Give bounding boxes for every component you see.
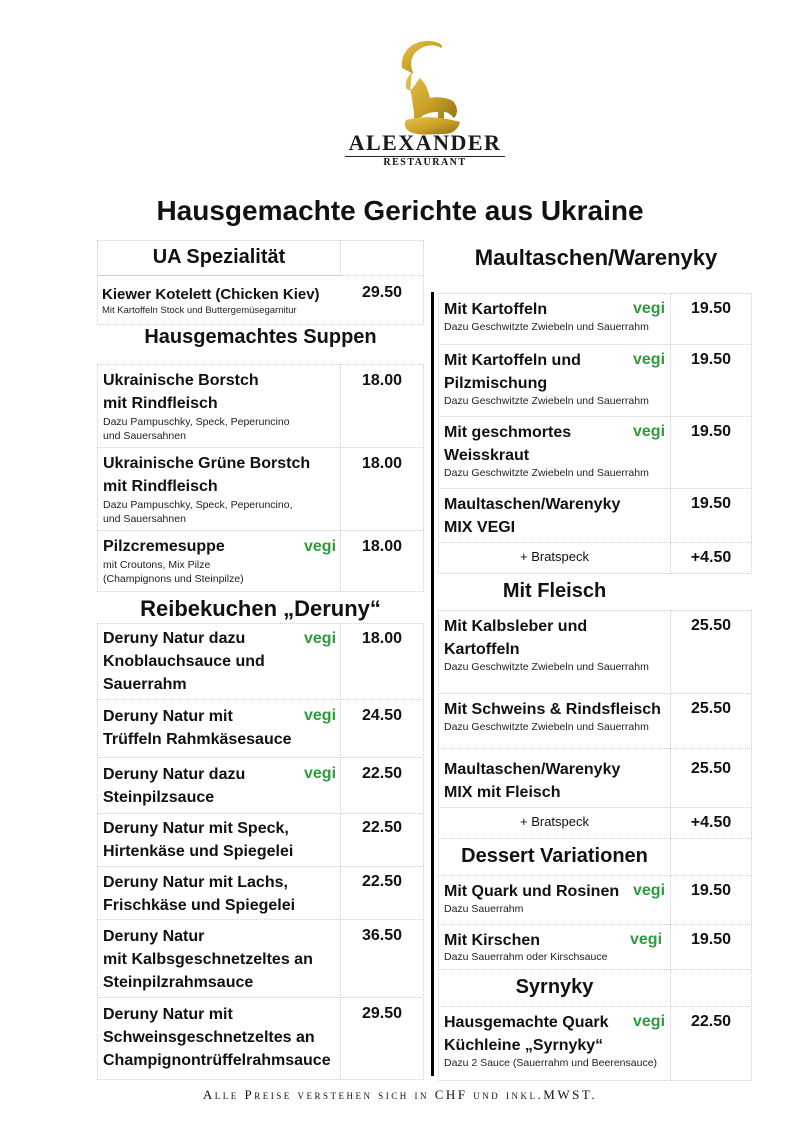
- grid-cell: [670, 838, 752, 876]
- item-desc: Dazu Sauerrahm oder Kirschsauce: [444, 951, 608, 963]
- item-name: Deruny Natur: [103, 928, 205, 945]
- page-title: Hausgemachte Gerichte aus Ukraine: [156, 195, 644, 226]
- item-name: Steinpilzrahmsauce: [103, 974, 254, 991]
- item-price: 22.50: [361, 819, 403, 836]
- item-name: mit Rindfleisch: [103, 478, 218, 495]
- vegi-badge: vegi: [633, 300, 666, 317]
- item-desc: Dazu Geschwitzte Zwiebeln und Sauerrahm: [444, 661, 649, 673]
- section-title-ua: UA Spezialität: [152, 246, 286, 268]
- item-price: 22.50: [361, 765, 403, 782]
- item-name: Frischkäse und Spiegelei: [103, 897, 296, 914]
- item-name: Deruny Natur mit: [103, 708, 233, 725]
- item-desc: Dazu Pampuschky, Speck, Peperuncino: [103, 416, 290, 428]
- item-desc: Dazu Sauerrahm: [444, 903, 524, 915]
- item-price: 19.50: [690, 351, 732, 368]
- item-price: 19.50: [690, 423, 732, 440]
- item-name: Kartoffeln: [444, 641, 520, 658]
- item-name: Champignontrüffelrahmsauce: [103, 1052, 331, 1069]
- section-title-dessert: Dessert Variationen: [461, 845, 648, 867]
- item-desc: mit Croutons, Mix Pilze: [103, 559, 211, 571]
- item-name: MIX mit Fleisch: [444, 784, 561, 801]
- item-name: Mit Kirschen: [444, 932, 541, 949]
- item-price: 18.00: [361, 538, 403, 555]
- item-price: 29.50: [361, 284, 403, 301]
- price-note-text: Alle Preise verstehen sich in CHF und inkl.MWST.: [202, 1087, 598, 1102]
- item-desc: Dazu Geschwitzte Zwiebeln und Sauerrahm: [444, 395, 649, 407]
- item-price: 25.50: [690, 760, 732, 777]
- item-name: Knoblauchsauce und: [103, 653, 265, 670]
- vegi-badge: vegi: [304, 765, 337, 782]
- vegi-badge: vegi: [633, 882, 666, 899]
- item-name: Deruny Natur mit Speck,: [103, 820, 289, 837]
- brand-name: ALEXANDER: [348, 130, 502, 155]
- section-title-soups: Hausgemachtes Suppen: [144, 326, 377, 348]
- item-price: 25.50: [690, 700, 732, 717]
- item-desc: Mit Kartoffeln Stock und Buttergemüsegarnitur: [102, 305, 297, 316]
- item-name: Mit geschmortes: [444, 424, 572, 441]
- item-name: Hausgemachte Quark: [444, 1014, 609, 1031]
- section-title-maultaschen: Maultaschen/Warenyky: [474, 245, 718, 270]
- brand-subtitle: RESTAURANT: [383, 157, 467, 168]
- item-name: Mit Kalbsleber und: [444, 618, 588, 635]
- item-name: Mit Kartoffeln und: [444, 352, 581, 369]
- grid-cell: [670, 969, 752, 1007]
- vegi-badge: vegi: [304, 538, 337, 555]
- item-name: MIX VEGI: [444, 519, 516, 536]
- item-name: Weisskraut: [444, 447, 530, 464]
- item-desc: und Sauersahnen: [103, 513, 186, 525]
- item-name: Pilzmischung: [444, 375, 548, 392]
- section-title-fleisch: Mit Fleisch: [502, 580, 607, 602]
- section-title-syrnyky: Syrnyky: [515, 976, 594, 998]
- addon-label: + Bratspeck: [519, 549, 589, 564]
- item-name: Trüffeln Rahmkäsesauce: [103, 731, 292, 748]
- item-price: 19.50: [690, 931, 732, 948]
- addon-price: +4.50: [690, 549, 732, 566]
- vegi-badge: vegi: [633, 423, 666, 440]
- item-price: 18.00: [361, 630, 403, 647]
- item-price: 22.50: [361, 873, 403, 890]
- addon-label: + Bratspeck: [519, 814, 589, 829]
- item-name: mit Kalbsgeschnetzeltes an: [103, 951, 313, 968]
- item-name: Schweinsgeschnetzeltes an: [103, 1029, 315, 1046]
- item-price: 19.50: [690, 495, 732, 512]
- item-name: Mit Schweins & Rindsfleisch: [444, 701, 661, 718]
- item-desc: Dazu Geschwitzte Zwiebeln und Sauerrahm: [444, 721, 649, 733]
- item-name: Deruny Natur dazu: [103, 630, 246, 647]
- item-name: Steinpilzsauce: [103, 789, 215, 806]
- item-name: mit Rindfleisch: [103, 395, 218, 412]
- item-name: Mit Quark und Rosinen: [444, 883, 620, 900]
- column-divider: [431, 292, 434, 1076]
- section-title-deruny: Reibekuchen „Deruny“: [140, 596, 381, 621]
- item-name: Sauerrahm: [103, 676, 187, 693]
- grid-cell: [340, 240, 424, 276]
- item-price: 22.50: [690, 1013, 732, 1030]
- item-name: Deruny Natur mit Lachs,: [103, 874, 288, 891]
- item-name: Pilzcremesuppe: [103, 538, 225, 555]
- item-name: Küchleine „Syrnyky“: [444, 1037, 604, 1054]
- item-price: 19.50: [690, 882, 732, 899]
- vegi-badge: vegi: [633, 1013, 666, 1030]
- item-price: 18.00: [361, 455, 403, 472]
- item-price: 24.50: [361, 707, 403, 724]
- item-name: Ukrainische Grüne Borstch: [103, 455, 311, 472]
- restaurant-logo: [340, 38, 510, 173]
- vegi-badge: vegi: [633, 351, 666, 368]
- price-note: [0, 1087, 800, 1103]
- vegi-badge: vegi: [304, 707, 337, 724]
- item-desc: Dazu Geschwitzte Zwiebeln und Sauerrahm: [444, 321, 649, 333]
- vegi-badge: vegi: [630, 931, 663, 948]
- vegi-badge: vegi: [304, 630, 337, 647]
- item-desc: Dazu Geschwitzte Zwiebeln und Sauerrahm: [444, 467, 649, 479]
- item-name: Kiewer Kotelett (Chicken Kiev): [102, 286, 320, 303]
- item-name: Ukrainische Borstch: [103, 372, 259, 389]
- item-desc: Dazu Pampuschky, Speck, Peperuncino,: [103, 499, 293, 511]
- item-name: Deruny Natur mit: [103, 1006, 233, 1023]
- item-price: 18.00: [361, 372, 403, 389]
- grid-cell: [670, 748, 752, 808]
- addon-price: +4.50: [690, 814, 732, 831]
- item-price: 25.50: [690, 617, 732, 634]
- item-desc: (Champignons und Steinpilze): [103, 573, 244, 585]
- item-name: Mit Kartoffeln: [444, 301, 548, 318]
- item-name: Hirtenkäse und Spiegelei: [103, 843, 294, 860]
- item-name: Deruny Natur dazu: [103, 766, 246, 783]
- item-price: 36.50: [361, 927, 403, 944]
- item-desc: Dazu 2 Sauce (Sauerrahm und Beerensauce): [444, 1057, 658, 1069]
- item-price: 19.50: [690, 300, 732, 317]
- item-price: 29.50: [361, 1005, 403, 1022]
- item-name: Maultaschen/Warenyky: [444, 496, 621, 513]
- item-desc: und Sauersahnen: [103, 430, 186, 442]
- item-name: Maultaschen/Warenyky: [444, 761, 621, 778]
